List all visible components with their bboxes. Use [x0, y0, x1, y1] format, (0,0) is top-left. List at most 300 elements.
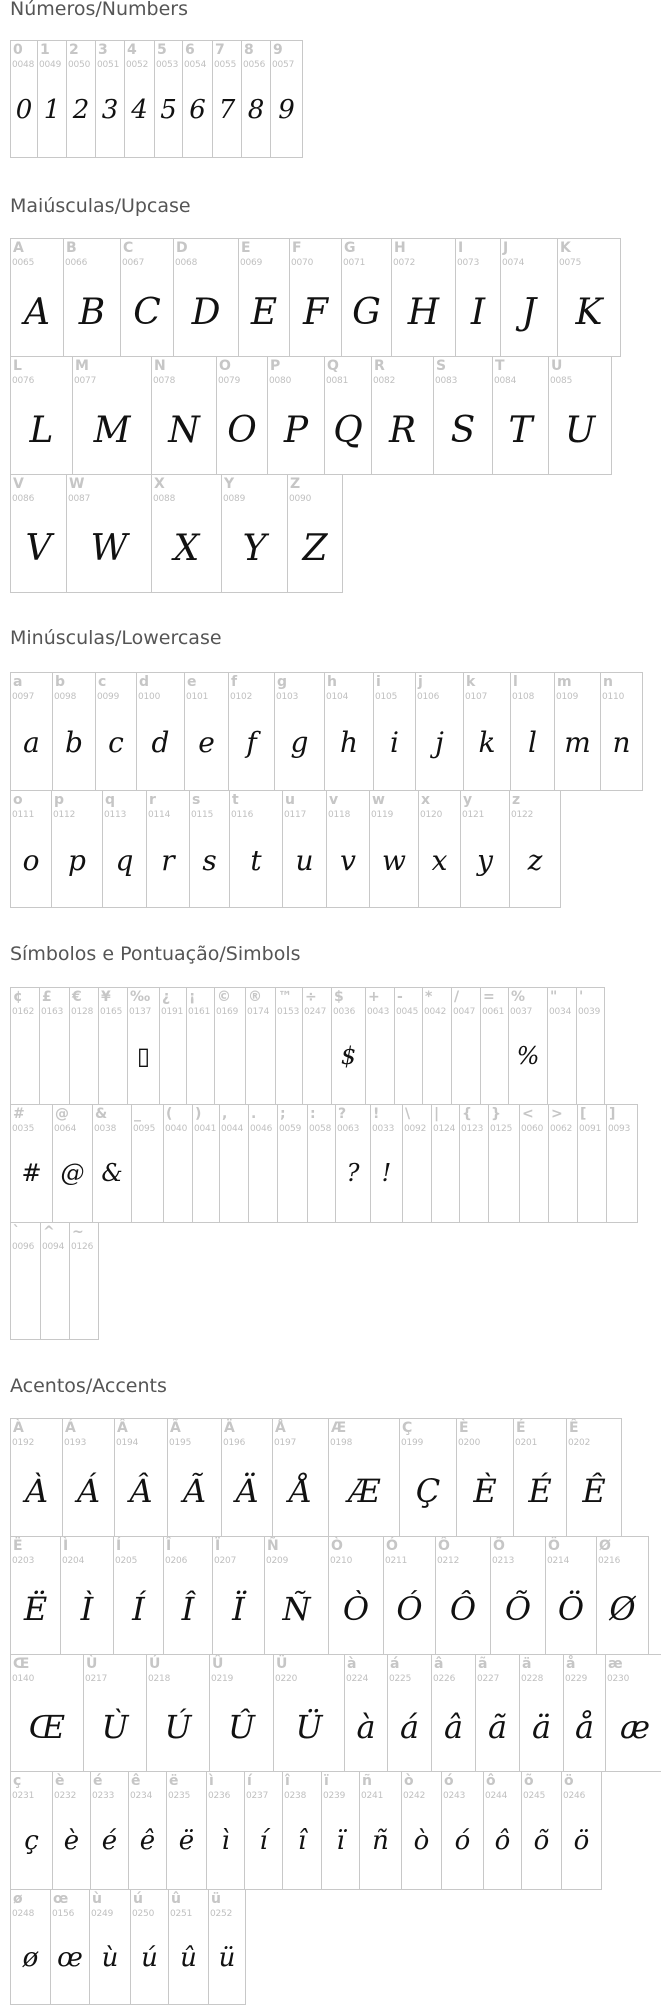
glyph-code: 0198 — [330, 1438, 353, 1448]
glyph-cell — [189, 790, 230, 908]
glyph-cell — [576, 987, 605, 1105]
glyph-sample: û — [180, 1942, 197, 1973]
glyph-cell — [548, 1104, 578, 1223]
glyph-label: u — [285, 792, 295, 808]
glyph-sample: ñ — [372, 1826, 389, 1857]
glyph-label: ¡ — [189, 989, 196, 1005]
glyph-code: 0117 — [284, 810, 307, 820]
glyph-sample: 3 — [101, 94, 119, 125]
glyph-cell — [435, 1536, 491, 1655]
glyph-sample: á — [399, 1707, 420, 1746]
glyph-cell — [238, 238, 290, 357]
glyph-label: n — [603, 674, 613, 690]
glyph-label: ™ — [278, 989, 292, 1005]
glyph-cell — [513, 1418, 567, 1537]
glyph-sample: ò — [413, 1826, 430, 1857]
glyph-sample: Ê — [582, 1472, 606, 1511]
glyph-sample: B — [78, 292, 106, 334]
glyph-cell — [519, 1104, 549, 1223]
glyph-code: 0068 — [175, 258, 198, 268]
glyph-sample: E — [250, 292, 278, 334]
glyph-label: U — [551, 358, 563, 374]
glyph-label: Ì — [63, 1538, 69, 1554]
glyph-sample: u — [295, 843, 314, 877]
glyph-label: ¿ — [162, 989, 171, 1005]
glyph-label: D — [176, 240, 188, 256]
glyph-code: 0033 — [372, 1124, 395, 1134]
glyph-label: Ü — [276, 1656, 288, 1672]
glyph-sample: Ì — [80, 1590, 94, 1629]
glyph-label: B — [66, 240, 77, 256]
glyph-code: 0204 — [62, 1556, 85, 1566]
glyph-code: 0242 — [403, 1791, 426, 1801]
glyph-code: 0202 — [568, 1438, 591, 1448]
glyph-sample: F — [303, 292, 328, 334]
glyph-label: # — [13, 1106, 25, 1122]
glyph-code: 0207 — [214, 1556, 237, 1566]
glyph-sample: j — [435, 726, 444, 760]
glyph-code: 0046 — [250, 1124, 273, 1134]
glyph-code: 0219 — [211, 1674, 234, 1684]
glyph-cell — [331, 987, 366, 1105]
glyph-label: Ï — [215, 1538, 221, 1554]
glyph-sample: œ — [57, 1942, 83, 1973]
glyph-label: / — [454, 989, 460, 1005]
glyph-cell — [455, 238, 501, 357]
glyph-cell — [90, 1771, 129, 1890]
glyph-label: ) — [195, 1106, 202, 1122]
glyph-sample: & — [101, 1159, 123, 1188]
glyph-code: 0217 — [85, 1674, 108, 1684]
glyph-label: 6 — [185, 42, 195, 58]
glyph-sample: o — [22, 843, 40, 877]
glyph-cell — [52, 1771, 91, 1890]
glyph-label: N — [154, 358, 166, 374]
glyph-code: 0238 — [284, 1791, 307, 1801]
glyph-cell — [113, 1536, 164, 1655]
glyph-label: ï — [324, 1773, 329, 1789]
glyph-cell — [40, 1222, 70, 1340]
glyph-label: Ö — [548, 1538, 560, 1554]
glyph-code: 0193 — [64, 1438, 87, 1448]
glyph-label: Á — [65, 1420, 76, 1436]
glyph-label: l — [513, 674, 518, 690]
glyph-label: j — [418, 674, 423, 690]
glyph-code: 0084 — [494, 376, 517, 386]
glyph-cell — [370, 1104, 403, 1223]
glyph-cell — [480, 987, 509, 1105]
glyph-sample: Ë — [23, 1590, 48, 1629]
glyph-label: b — [55, 674, 66, 690]
glyph-sample: # — [21, 1159, 42, 1188]
glyph-cell — [463, 672, 511, 791]
glyph-cell — [102, 790, 147, 908]
glyph-sample: I — [470, 292, 486, 334]
glyph-cell — [37, 40, 67, 158]
glyph-label: x — [421, 792, 431, 808]
glyph-cell — [66, 474, 152, 593]
glyph-label: Û — [212, 1656, 224, 1672]
glyph-sample: ø — [22, 1942, 39, 1973]
glyph-sample: % — [516, 1041, 540, 1070]
glyph-label: C — [123, 240, 134, 256]
glyph-cell — [365, 987, 395, 1105]
glyph-label: g — [277, 674, 288, 690]
glyph-label: Â — [117, 1420, 128, 1436]
glyph-cell — [151, 356, 217, 475]
glyph-cell — [10, 1104, 53, 1223]
glyph-code: 0161 — [188, 1007, 211, 1017]
glyph-label: Ò — [331, 1538, 343, 1554]
glyph-label: v — [329, 792, 339, 808]
glyph-label: T — [495, 358, 505, 374]
glyph-sample: W — [90, 528, 128, 570]
glyph-code: 0126 — [71, 1242, 94, 1252]
glyph-cell — [10, 790, 52, 908]
glyph-code: 0250 — [132, 1909, 155, 1919]
glyph-sample: Å — [288, 1472, 313, 1511]
section-title-symbols: Símbolos e Pontuação/Simbols — [10, 943, 301, 965]
glyph-sample: G — [352, 292, 381, 334]
glyph-sample: Î — [181, 1590, 195, 1629]
glyph-label: ® — [248, 989, 262, 1005]
glyph-cell — [214, 987, 246, 1105]
glyph-label: Ô — [438, 1538, 450, 1554]
glyph-cell — [433, 356, 493, 475]
glyph-cell — [431, 1654, 476, 1772]
glyph-code: 0107 — [465, 692, 488, 702]
glyph-label: A — [13, 240, 24, 256]
glyph-code: 0104 — [326, 692, 349, 702]
glyph-code: 0211 — [385, 1556, 408, 1566]
glyph-sample: Y — [242, 528, 267, 570]
glyph-code: 0073 — [457, 258, 480, 268]
glyph-code: 0116 — [231, 810, 254, 820]
glyph-code: 0079 — [218, 376, 241, 386]
glyph-label: à — [347, 1656, 357, 1672]
glyph-cell — [163, 1104, 193, 1223]
section-title-uppercase: Maiúsculas/Upcase — [10, 195, 191, 217]
glyph-sample: v — [340, 843, 356, 877]
glyph-label: e — [187, 674, 197, 690]
glyph-code: 0140 — [12, 1674, 35, 1684]
glyph-code: 0228 — [521, 1674, 544, 1684]
glyph-code: 0156 — [52, 1909, 75, 1919]
glyph-label: L — [13, 358, 22, 374]
glyph-code: 0034 — [549, 1007, 572, 1017]
glyph-label: Å — [275, 1420, 286, 1436]
glyph-cell — [154, 40, 183, 158]
glyph-code: 0092 — [404, 1124, 427, 1134]
glyph-label: õ — [524, 1773, 534, 1789]
glyph-code: 0244 — [485, 1791, 508, 1801]
glyph-label: \ — [405, 1106, 411, 1122]
glyph-cell — [228, 672, 275, 791]
glyph-label: m — [557, 674, 572, 690]
glyph-label: + — [368, 989, 380, 1005]
glyph-code: 0113 — [104, 810, 127, 820]
glyph-cell — [274, 672, 325, 791]
glyph-code: 0071 — [343, 258, 366, 268]
glyph-label: ^ — [43, 1224, 55, 1240]
glyph-sample: h — [339, 726, 359, 760]
glyph-sample: ù — [101, 1942, 119, 1973]
glyph-label: ñ — [362, 1773, 372, 1789]
glyph-sample: d — [151, 726, 170, 760]
glyph-label: Ã — [170, 1420, 181, 1436]
glyph-code: 0095 — [133, 1124, 156, 1134]
glyph-cell — [307, 1104, 336, 1223]
glyph-code: 0124 — [433, 1124, 456, 1134]
glyph-code: 0165 — [100, 1007, 123, 1017]
glyph-cell — [166, 1771, 207, 1890]
glyph-code: 0212 — [437, 1556, 460, 1566]
glyph-code: 0200 — [458, 1438, 481, 1448]
glyph-code: 0209 — [266, 1556, 289, 1566]
glyph-sample: @ — [60, 1159, 85, 1188]
glyph-sample: ▯ — [136, 1041, 151, 1070]
glyph-cell — [391, 238, 456, 357]
glyph-cell — [114, 1418, 168, 1537]
glyph-code: 0090 — [289, 494, 312, 504]
glyph-sample: 2 — [72, 94, 90, 125]
glyph-code: 0249 — [91, 1909, 114, 1919]
glyph-cell — [557, 238, 621, 357]
glyph-cell — [72, 356, 152, 475]
glyph-label: W — [69, 476, 85, 492]
glyph-code: 0045 — [396, 1007, 419, 1017]
glyph-cell — [483, 1771, 522, 1890]
glyph-label: Ó — [386, 1538, 398, 1554]
glyph-sample: Ò — [342, 1590, 370, 1629]
glyph-code: 0074 — [502, 258, 525, 268]
glyph-code: 0047 — [453, 1007, 476, 1017]
glyph-code: 0050 — [68, 60, 91, 70]
glyph-code: 0048 — [12, 60, 35, 70]
glyph-code: 0231 — [12, 1791, 35, 1801]
glyph-code: 0226 — [433, 1674, 456, 1684]
glyph-code: 0053 — [156, 60, 179, 70]
glyph-label: Í — [116, 1538, 122, 1554]
glyph-label: È — [459, 1420, 469, 1436]
glyph-sample: y — [477, 843, 493, 877]
glyph-sample: Æ — [347, 1472, 381, 1511]
glyph-cell — [212, 1536, 265, 1655]
glyph-label: ( — [166, 1106, 173, 1122]
glyph-label: 2 — [69, 42, 79, 58]
glyph-cell — [521, 1771, 562, 1890]
glyph-cell — [208, 1889, 246, 2005]
glyph-sample: U — [564, 410, 596, 452]
glyph-code: 0077 — [74, 376, 97, 386]
glyph-code: 0106 — [417, 692, 440, 702]
glyph-sample: c — [108, 726, 124, 760]
glyph-code: 0061 — [482, 1007, 505, 1017]
glyph-code: 0069 — [240, 258, 263, 268]
glyph-cell — [561, 1771, 602, 1890]
glyph-code: 0055 — [214, 60, 237, 70]
glyph-code: 0224 — [346, 1674, 369, 1684]
glyph-cell — [167, 1418, 222, 1537]
glyph-sample: l — [528, 726, 537, 760]
glyph-cell — [10, 474, 67, 593]
glyph-label: ] — [609, 1106, 616, 1122]
glyph-label: ÷ — [305, 989, 317, 1005]
glyph-sample: m — [564, 726, 591, 760]
glyph-cell — [415, 672, 464, 791]
glyph-cell — [60, 1536, 114, 1655]
glyph-label: ç — [13, 1773, 22, 1789]
glyph-code: 0037 — [510, 1007, 533, 1017]
glyph-label: P — [270, 358, 281, 374]
glyph-label: ô — [486, 1773, 496, 1789]
glyph-label: p — [54, 792, 65, 808]
glyph-cell — [10, 1418, 63, 1537]
glyph-cell — [287, 474, 343, 593]
glyph-label: ¢ — [13, 989, 23, 1005]
glyph-sample: Ú — [164, 1707, 192, 1746]
glyph-cell — [248, 1104, 278, 1223]
glyph-cell — [124, 40, 155, 158]
glyph-cell — [221, 474, 288, 593]
glyph-sample: i — [390, 726, 399, 760]
glyph-code: 0245 — [523, 1791, 546, 1801]
glyph-label: ì — [209, 1773, 214, 1789]
glyph-cell — [10, 1536, 61, 1655]
glyph-code: 0108 — [512, 692, 535, 702]
glyph-sample: A — [24, 292, 50, 334]
section-title-lowercase: Minúsculas/Lowercase — [10, 627, 222, 649]
glyph-sample: p — [68, 843, 86, 877]
glyph-label: - — [397, 989, 403, 1005]
glyph-sample: V — [25, 528, 52, 570]
glyph-code: 0236 — [208, 1791, 231, 1801]
glyph-label: ¥ — [101, 989, 111, 1005]
glyph-sample: R — [388, 410, 417, 452]
glyph-cell — [606, 1104, 638, 1223]
glyph-sample: Œ — [28, 1707, 66, 1746]
glyph-code: 0070 — [291, 258, 314, 268]
glyph-label: ø — [13, 1891, 23, 1907]
glyph-label: : — [310, 1106, 316, 1122]
glyph-label: ' — [579, 989, 584, 1005]
glyph-code: 0235 — [168, 1791, 191, 1801]
glyph-label: 4 — [127, 42, 137, 58]
glyph-sample: Ç — [415, 1472, 441, 1511]
glyph-sample: q — [115, 843, 134, 877]
glyph-cell — [130, 1889, 169, 2005]
glyph-code: 0086 — [12, 494, 35, 504]
glyph-code: 0137 — [129, 1007, 152, 1017]
glyph-cell — [151, 474, 222, 593]
glyph-cell — [219, 1104, 249, 1223]
glyph-code: 0128 — [71, 1007, 94, 1017]
glyph-code: 0049 — [39, 60, 62, 70]
glyph-cell — [500, 238, 558, 357]
glyph-sample: t — [250, 843, 262, 877]
glyph-cell — [10, 1654, 84, 1772]
glyph-code: 0230 — [607, 1674, 630, 1684]
glyph-label: À — [13, 1420, 24, 1436]
glyph-sample: é — [101, 1826, 118, 1857]
glyph-label: * — [425, 989, 433, 1005]
glyph-cell — [83, 1654, 147, 1772]
glyph-sample: æ — [619, 1707, 651, 1746]
glyph-sample: î — [297, 1826, 307, 1857]
glyph-cell — [328, 1536, 384, 1655]
glyph-label: S — [436, 358, 447, 374]
glyph-sample: ä — [531, 1707, 552, 1746]
glyph-label: Ø — [599, 1538, 611, 1554]
glyph-sample: ú — [141, 1942, 158, 1973]
glyph-cell — [95, 40, 125, 158]
glyph-label: y — [463, 792, 473, 808]
glyph-cell — [216, 356, 268, 475]
glyph-sample: N — [168, 410, 200, 452]
glyph-label: k — [466, 674, 476, 690]
glyph-sample: M — [93, 410, 131, 452]
glyph-sample: $ — [340, 1041, 357, 1070]
glyph-code: 0076 — [12, 376, 35, 386]
glyph-cell — [399, 1418, 457, 1537]
glyph-sample: í — [259, 1826, 268, 1857]
glyph-code: 0062 — [550, 1124, 573, 1134]
glyph-cell — [10, 40, 38, 158]
glyph-cell — [456, 1418, 514, 1537]
glyph-cell — [475, 1654, 520, 1772]
glyph-cell — [324, 356, 372, 475]
glyph-sample: 0 — [15, 94, 33, 125]
glyph-label: 3 — [98, 42, 108, 58]
glyph-code: 0036 — [333, 1007, 356, 1017]
glyph-code: 0051 — [97, 60, 120, 70]
glyph-label: Q — [327, 358, 339, 374]
glyph-cell — [136, 672, 185, 791]
glyph-code: 0035 — [12, 1124, 35, 1134]
glyph-sample: w — [382, 843, 406, 877]
glyph-cell — [95, 672, 137, 791]
glyph-label: É — [516, 1420, 526, 1436]
glyph-code: 0246 — [563, 1791, 586, 1801]
glyph-cell — [566, 1418, 622, 1537]
glyph-cell — [120, 238, 174, 357]
glyph-code: 0206 — [165, 1556, 188, 1566]
glyph-label: Y — [224, 476, 235, 492]
glyph-code: 0233 — [92, 1791, 115, 1801]
glyph-label: = — [483, 989, 495, 1005]
glyph-code: 0041 — [194, 1124, 217, 1134]
glyph-code: 0225 — [389, 1674, 412, 1684]
glyph-cell — [66, 40, 96, 158]
glyph-cell — [92, 1104, 132, 1223]
glyph-code: 0248 — [12, 1909, 35, 1919]
glyph-label: s — [192, 792, 201, 808]
glyph-sample: Ø — [609, 1590, 636, 1629]
glyph-sample: â — [443, 1707, 464, 1746]
glyph-code: 0109 — [556, 692, 579, 702]
glyph-cell — [321, 1771, 360, 1890]
glyph-cell — [335, 1104, 371, 1223]
glyph-label: á — [390, 1656, 400, 1672]
glyph-cell — [146, 790, 190, 908]
glyph-label: Æ — [331, 1420, 347, 1436]
glyph-code: 0119 — [371, 810, 394, 820]
glyph-sample: O — [227, 410, 257, 452]
glyph-code: 0052 — [126, 60, 149, 70]
glyph-sample: X — [173, 528, 200, 570]
glyph-sample: ï — [336, 1826, 345, 1857]
glyph-cell — [128, 1771, 167, 1890]
